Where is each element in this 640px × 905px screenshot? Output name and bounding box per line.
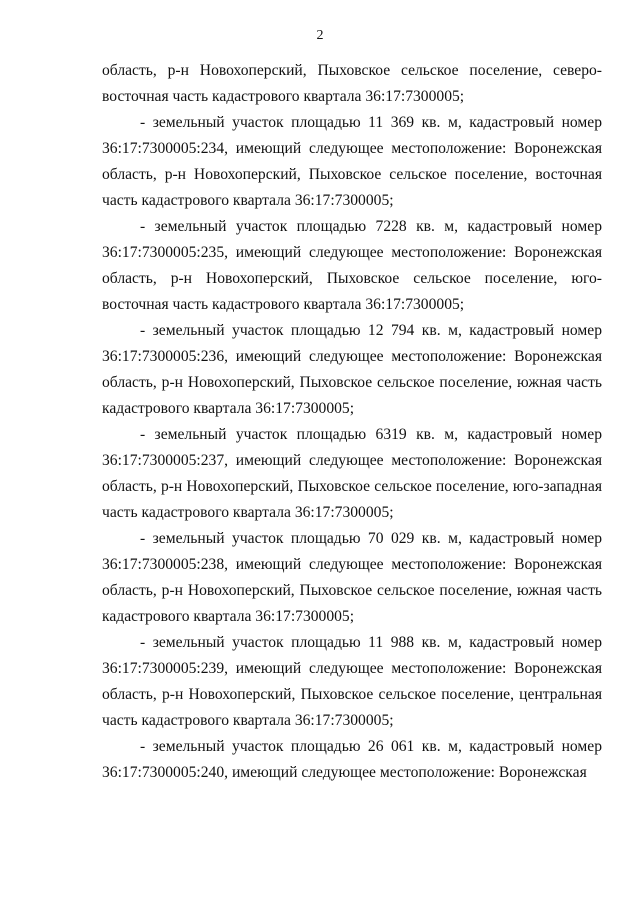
paragraph-continuation: область, р-н Новохоперский, Пыховское сельское поселение, северо-восточная часть кадастрового квартала 36:17:7300005;	[102, 62, 602, 105]
paragraph-land-plot-238: - земельный участок площадью 70 029 кв. м, кадастровый номер 36:17:7300005:238, имеющий следующее местоположение: Воронежская область, р-н Новохоперский, Пыховское сельское поселение, южная часть кадастрового квартала 36:17:7300005;	[102, 530, 602, 625]
paragraph-land-plot-237: - земельный участок площадью 6319 кв. м, кадастровый номер 36:17:7300005:237, имеющий следующее местоположение: Воронежская область, р-н Новохоперский, Пыховское сельское поселение, юго-западная часть кадастрового квартала 36:17:7300005;	[102, 426, 602, 521]
paragraph-land-plot-235: - земельный участок площадью 7228 кв. м, кадастровый номер 36:17:7300005:235, имеющий следующее местоположение: Воронежская область, р-н Новохоперский, Пыховское сельское поселение, юго-восточная часть кадастрового квартала 36:17:7300005;	[102, 218, 602, 313]
document-body	[102, 58, 602, 786]
paragraph-land-plot-239: - земельный участок площадью 11 988 кв. м, кадастровый номер 36:17:7300005:239, имеющий следующее местоположение: Воронежская область, р-н Новохоперский, Пыховское сельское поселение, центральная часть кадастрового квартала 36:17:7300005;	[102, 634, 602, 729]
page-number: 2	[316, 28, 324, 43]
paragraph-land-plot-236: - земельный участок площадью 12 794 кв. м, кадастровый номер 36:17:7300005:236, имеющий следующее местоположение: Воронежская область, р-н Новохоперский, Пыховское сельское поселение, южная часть кадастрового квартала 36:17:7300005;	[102, 322, 602, 417]
paragraph-land-plot-240: - земельный участок площадью 26 061 кв. м, кадастровый номер 36:17:7300005:240, имеющий следующее местоположение: Воронежская	[102, 738, 602, 781]
paragraph-land-plot-234: - земельный участок площадью 11 369 кв. м, кадастровый номер 36:17:7300005:234, имеющий следующее местоположение: Воронежская область, р-н Новохоперский, Пыховское сельское поселение, восточная часть кадастрового квартала 36:17:7300005;	[102, 114, 602, 209]
